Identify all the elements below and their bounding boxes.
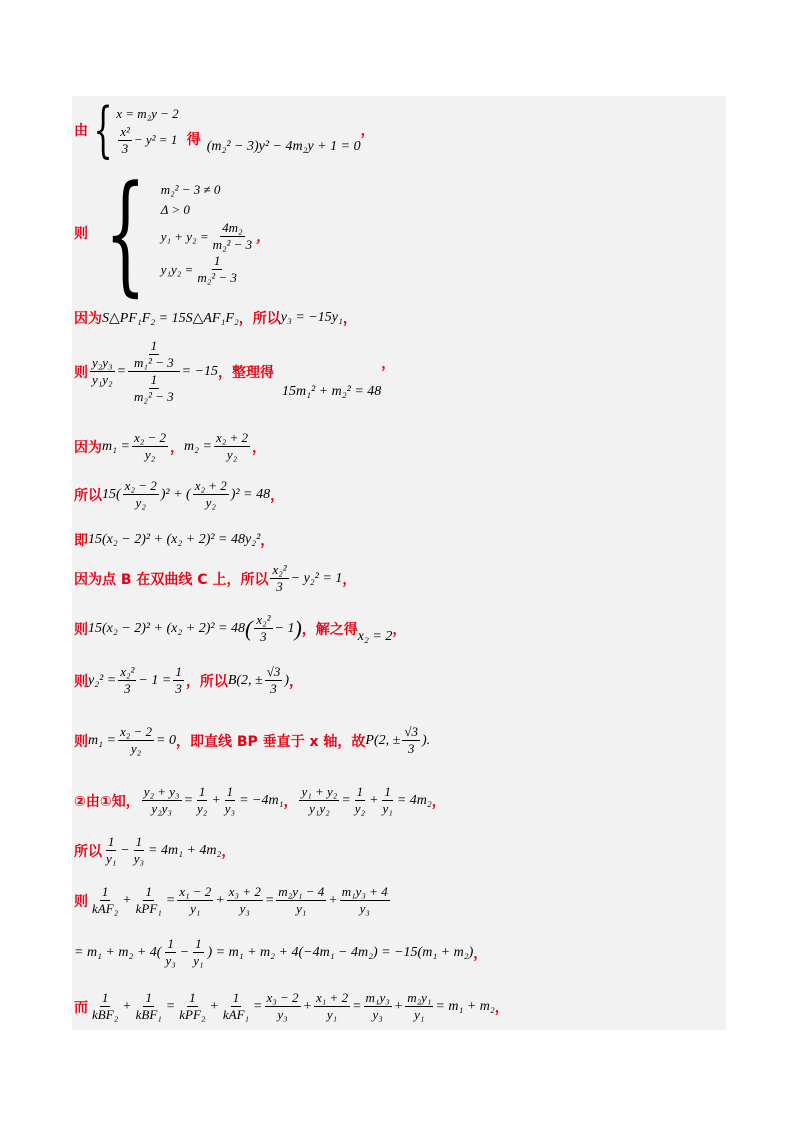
fraction: $\frac{1}{\text{y₃}}$ xyxy=(133,834,145,866)
fraction: $\frac{1}{\text{y₃}}$ xyxy=(165,936,176,968)
math: = xyxy=(341,792,351,808)
comma: ， xyxy=(260,533,275,549)
text: 所以 xyxy=(74,487,102,504)
fraction: $\frac{1}{\text{y₂}}$ xyxy=(354,784,366,816)
math: + xyxy=(215,892,225,908)
fraction: $\frac{1}{\text{kBF₁}}$ xyxy=(135,990,162,1022)
fraction: $\frac{\text{x₂²}}{3}$ xyxy=(256,612,271,644)
line-10 xyxy=(74,664,303,697)
system-eq1: x = m₂y − 2 xyxy=(116,105,179,121)
text: ，即直线 BP 垂直于 x 轴，故 xyxy=(175,733,366,750)
math: B(2, ± xyxy=(227,672,263,688)
math: = xyxy=(352,998,362,1014)
line-6 xyxy=(74,478,284,511)
math: = xyxy=(253,998,263,1014)
fraction: $\frac{\text{m₁y₃}}{\text{y₃}}$ xyxy=(365,990,390,1022)
comma: ， xyxy=(289,673,304,690)
text: 因为 xyxy=(74,439,102,456)
result-equation: (m₂² − 3)y² − 4m₂y + 1 = 0 xyxy=(206,139,361,154)
cond-2: Δ > 0 xyxy=(160,202,190,217)
fraction: $\frac{\text{x₂ − 2}}{\text{y₂}}$ xyxy=(124,478,157,510)
fraction: $\frac{\text{y₁ + y₂}}{\text{y₁y₂}}$ xyxy=(301,784,338,816)
math: m₁ = xyxy=(102,438,130,454)
math: − xyxy=(120,842,130,858)
math: + xyxy=(122,892,132,908)
math: − xyxy=(179,944,190,960)
condition-system xyxy=(161,180,270,286)
line-5 xyxy=(74,430,266,463)
math: = m₁ + m₂ + 4( xyxy=(74,944,162,960)
math: = 0 xyxy=(156,732,176,748)
line-4 xyxy=(74,338,395,405)
math: 15(x₂ − 2)² + (x₂ + 2)² = 48y₂² xyxy=(88,532,261,547)
math: + xyxy=(302,998,313,1014)
math: = m₁ + m₂ xyxy=(435,998,495,1014)
fraction: $\frac{√3}{3}$ xyxy=(266,664,281,696)
math: = xyxy=(116,363,127,379)
math: )² + ( xyxy=(160,486,191,502)
line-8 xyxy=(74,562,356,595)
fraction: $\frac{\text{x₂ + 2}}{\text{y₂}}$ xyxy=(194,478,227,510)
fraction: $\frac{1}{\text{kAF₂}}$ xyxy=(92,884,119,916)
math: = xyxy=(165,998,176,1014)
equation-system xyxy=(116,104,179,157)
comma: ， xyxy=(342,311,357,327)
fraction: $\frac{\text{x₂ − 2}}{\text{y₂}}$ xyxy=(119,724,152,756)
fraction: $\frac{\text{4m₂}}{\text{m₂² − 3}}$ xyxy=(212,220,253,252)
math: = xyxy=(264,892,275,908)
line-3 xyxy=(74,308,357,328)
math: + xyxy=(393,998,404,1014)
line-1 xyxy=(74,95,375,165)
math: = xyxy=(165,892,176,908)
text: 而 xyxy=(74,999,88,1016)
comma: ， xyxy=(170,439,184,456)
brace: { xyxy=(104,157,147,309)
cond-1: m₂² − 3 ≠ 0 xyxy=(160,182,221,197)
math: 15m₁² + m₂² = 48 xyxy=(282,383,382,399)
math: = −4m₁ xyxy=(239,792,284,808)
fraction: $\frac{1}{\text{y₂}}$ xyxy=(197,784,208,816)
text: ，解之得 xyxy=(301,621,358,638)
comma: ， xyxy=(283,793,298,810)
fraction: $\frac{\text{x₂ − 2}}{\text{y₂}}$ xyxy=(133,430,166,462)
line-2 xyxy=(74,157,271,309)
math: = −15 xyxy=(181,363,219,379)
text-de: 得 xyxy=(186,132,201,148)
fraction: $\frac{1}{\text{y₁}}$ xyxy=(106,834,117,866)
fraction: $\frac{1}{\text{m₂² − 3}}$ xyxy=(197,253,237,285)
comma: ， xyxy=(431,793,446,810)
fraction: $\frac{1}{\text{y₁}}$ xyxy=(382,784,393,816)
text: 则 xyxy=(74,364,88,381)
comma: ， xyxy=(360,123,375,139)
text: ，整理得 xyxy=(218,364,275,381)
math: − y₂² = 1 xyxy=(290,570,343,586)
cond-4: y₁y₂ = $\frac{1}{\text{m₂² − 3}}$ xyxy=(160,253,237,285)
math: = 4m₁ + 4m₂ xyxy=(148,842,222,858)
math: + xyxy=(211,792,221,808)
fraction: $\frac{\text{x₁ + 2}}{\text{y₁}}$ xyxy=(316,990,349,1022)
fraction: $\frac{\text{m₂y₁}}{\text{y₁}}$ xyxy=(407,990,432,1022)
line-12 xyxy=(74,784,446,817)
math: m₂ = xyxy=(184,438,212,454)
brace: { xyxy=(93,95,113,165)
math: − 1 xyxy=(274,620,295,636)
comma: ， xyxy=(342,571,357,588)
fraction: $\frac{1}{\text{kPF₂}}$ xyxy=(179,990,206,1022)
line-16 xyxy=(74,990,509,1023)
fraction: $\frac{\text{x₁ − 2}}{\text{y₁}}$ xyxy=(179,884,212,916)
paren: ( xyxy=(245,615,253,641)
math: x₂ = 2 xyxy=(357,628,393,644)
line-11 xyxy=(74,724,430,757)
comma: ， xyxy=(494,999,509,1016)
fraction: $\frac{\text{x₂²}}{3}$ xyxy=(120,664,135,696)
fraction: $\frac{1}{\text{kPF₁}}$ xyxy=(135,884,162,916)
comma: ， xyxy=(473,945,488,962)
text: 因为 xyxy=(74,311,102,327)
text-ze: 则 xyxy=(74,226,88,242)
comma: ， xyxy=(392,621,407,638)
fraction: $\frac{\text{y₂y₃}}{\text{y₁y₂}}$ xyxy=(92,355,113,387)
text: 则 xyxy=(74,733,88,750)
fraction: $\frac{\text{x₃ − 2}}{\text{y₃}}$ xyxy=(266,990,299,1022)
math: + xyxy=(369,792,379,808)
math: 15(x₂ − 2)² + (x₂ + 2)² = 48 xyxy=(88,620,245,636)
math: y₂² = xyxy=(88,672,117,688)
text: 则 xyxy=(74,621,88,638)
fraction: $\frac{\text{m₁y₃ + 4}}{\text{y₃}}$ xyxy=(341,884,388,916)
math: y₃ = −15y₁ xyxy=(280,310,343,325)
comma: ， xyxy=(221,843,236,860)
compound-fraction: $\frac{\frac{1}{\text{m₁² − 3}}}{\frac{1}{\text{m₂² − 3}}}$ xyxy=(128,338,180,405)
text: 则 xyxy=(74,893,88,910)
fraction: $\frac{\text{x₂²}}{3}$ xyxy=(272,562,287,594)
fraction: $\frac{1}{3}$ xyxy=(175,664,182,696)
fraction: $\frac{\text{m₂y₁ − 4}}{\text{y₁}}$ xyxy=(278,884,325,916)
math: m₁ = xyxy=(88,732,116,748)
text: ，所以 xyxy=(238,311,281,327)
math: ) xyxy=(284,672,290,688)
text: 所以 xyxy=(74,843,102,860)
line-15 xyxy=(74,936,487,969)
math: ). xyxy=(421,732,431,748)
math: S△PF₁F₂ = 15S△AF₁F₂ xyxy=(102,310,239,326)
fraction: $\frac{1}{\text{kBF₂}}$ xyxy=(92,990,119,1022)
math: + xyxy=(122,998,132,1014)
math: = 4m₂ xyxy=(396,792,432,808)
line-9 xyxy=(74,612,406,645)
text: 即 xyxy=(74,533,88,549)
comma: ， xyxy=(270,487,285,504)
math: − 1 = xyxy=(138,672,172,688)
text: 则 xyxy=(74,673,88,690)
math: P(2, ± xyxy=(365,732,401,748)
text: 因为点 B 在双曲线 C 上，所以 xyxy=(74,571,269,588)
math: ) = m₁ + m₂ + 4(−4m₁ − 4m₂) = −15(m₁ + m₂) xyxy=(207,944,474,960)
fraction: $\frac{1}{\text{y₃}}$ xyxy=(224,784,236,816)
math: + xyxy=(328,892,338,908)
text: ，所以 xyxy=(185,673,228,690)
fraction: $\frac{\text{x₃ + 2}}{\text{y₃}}$ xyxy=(228,884,261,916)
text: ②由①知， xyxy=(74,793,140,810)
fraction: $\frac{\text{x₂ + 2}}{\text{y₂}}$ xyxy=(215,430,248,462)
line-14 xyxy=(74,884,392,917)
system-eq2: $\frac{\text{x²}}{3}$ − y² = 1 xyxy=(120,123,178,156)
math: )² = 48 xyxy=(230,486,271,502)
comma: ， xyxy=(381,355,396,372)
math: + xyxy=(209,998,219,1014)
fraction: $\frac{\text{x²}}{3}$ xyxy=(120,123,130,156)
fraction: $\frac{√3}{3}$ xyxy=(404,724,418,756)
paren: ) xyxy=(294,615,302,641)
fraction: $\frac{1}{\text{kAF₁}}$ xyxy=(222,990,250,1022)
text-you: 由 xyxy=(74,123,88,139)
comma: ， xyxy=(252,439,266,456)
math: 15( xyxy=(102,486,121,502)
math: = xyxy=(183,792,194,808)
line-13 xyxy=(74,834,235,867)
fraction: $\frac{1}{\text{y₁}}$ xyxy=(193,936,204,968)
cond-3: y₁ + y₂ = $\frac{\text{4m₂}}{\text{m₂² − 3}}$ ， xyxy=(160,220,271,252)
fraction: $\frac{\text{y₂ + y₃}}{\text{y₂y₃}}$ xyxy=(143,784,180,816)
line-7 xyxy=(74,530,274,550)
